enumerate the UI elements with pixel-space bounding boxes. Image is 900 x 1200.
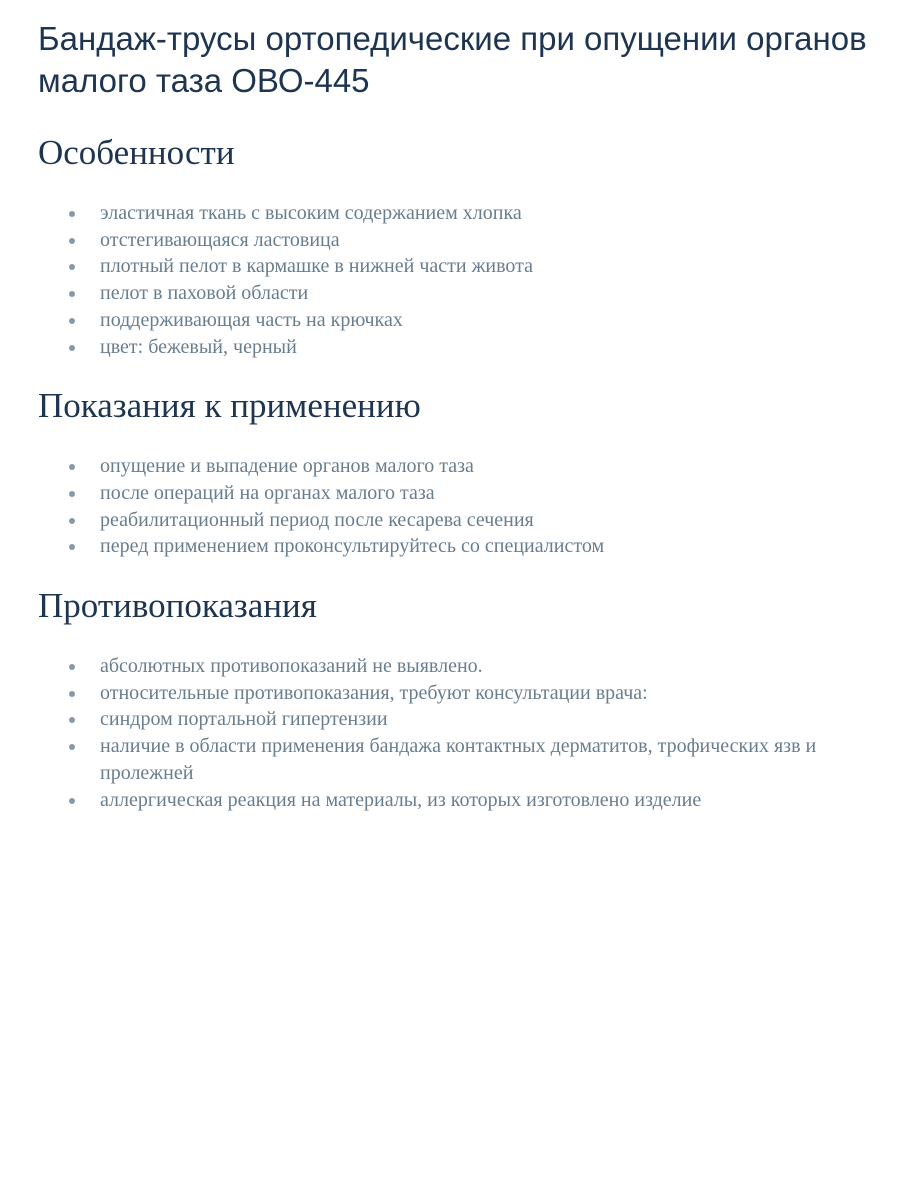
list-item	[38, 253, 878, 280]
bullet-icon	[69, 664, 75, 670]
list-item	[38, 533, 878, 560]
list-item-text: пелот в паховой области	[100, 282, 309, 305]
list-item	[38, 453, 878, 480]
bullet-icon	[69, 211, 75, 217]
list-item-text: опущение и выпадение органов малого таза	[100, 455, 474, 478]
product-title: Бандаж-трусы ортопедические при опущении органов малого таза ОВО-445	[38, 20, 867, 99]
list-item-text: реабилитационный период после кесарева сечения	[100, 508, 534, 531]
list-item	[38, 653, 878, 680]
bullet-icon	[69, 544, 75, 550]
list-item-text: цвет: бежевый, черный	[100, 335, 297, 358]
list-item-text: аллергическая реакция на материалы, из которых изготовлено изделие	[100, 788, 702, 811]
bullet-icon	[69, 318, 75, 324]
section-heading-indications: Показания к применению	[38, 386, 421, 426]
contraindications-list	[38, 653, 878, 813]
list-item-text: перед применением проконсультируйтесь со специалистом	[100, 535, 605, 558]
document-page	[38, 18, 878, 813]
list-item	[38, 227, 878, 254]
bullet-icon	[69, 798, 75, 804]
list-item-text: относительные противопоказания, требуют консультации врача:	[100, 681, 648, 704]
list-item	[38, 480, 878, 507]
list-item-text: плотный пелот в кармашке в нижней части живота	[100, 255, 533, 278]
list-item	[38, 280, 878, 307]
indications-list	[38, 453, 878, 560]
bullet-icon	[69, 264, 75, 270]
list-item	[38, 334, 878, 361]
list-item-text: отстегивающаяся ластовица	[100, 228, 340, 251]
bullet-icon	[69, 345, 75, 351]
list-item-text: наличие в области применения бандажа контактных дерматитов, трофических язв и пролежней	[100, 735, 817, 784]
list-item	[38, 733, 878, 786]
features-list	[38, 200, 878, 360]
list-item	[38, 787, 878, 814]
list-item	[38, 706, 878, 733]
list-item-text: эластичная ткань с высоким содержанием хлопка	[100, 202, 522, 224]
bullet-icon	[69, 518, 75, 524]
bullet-icon	[69, 744, 75, 750]
list-item-text: абсолютных противопоказаний не выявлено.	[100, 655, 483, 678]
list-item-text: поддерживающая часть на крючках	[100, 308, 403, 331]
bullet-icon	[69, 691, 75, 697]
section-heading-contraindications: Противопоказания	[38, 586, 317, 626]
list-item	[38, 200, 878, 227]
list-item-text: синдром портальной гипертензии	[100, 708, 388, 731]
list-item	[38, 307, 878, 334]
bullet-icon	[69, 238, 75, 244]
list-item	[38, 680, 878, 707]
bullet-icon	[69, 717, 75, 723]
list-item-text: после операций на органах малого таза	[100, 481, 435, 504]
list-item	[38, 507, 878, 534]
bullet-icon	[69, 464, 75, 470]
bullet-icon	[69, 491, 75, 497]
bullet-icon	[69, 291, 75, 297]
section-heading-features: Особенности	[38, 133, 235, 172]
